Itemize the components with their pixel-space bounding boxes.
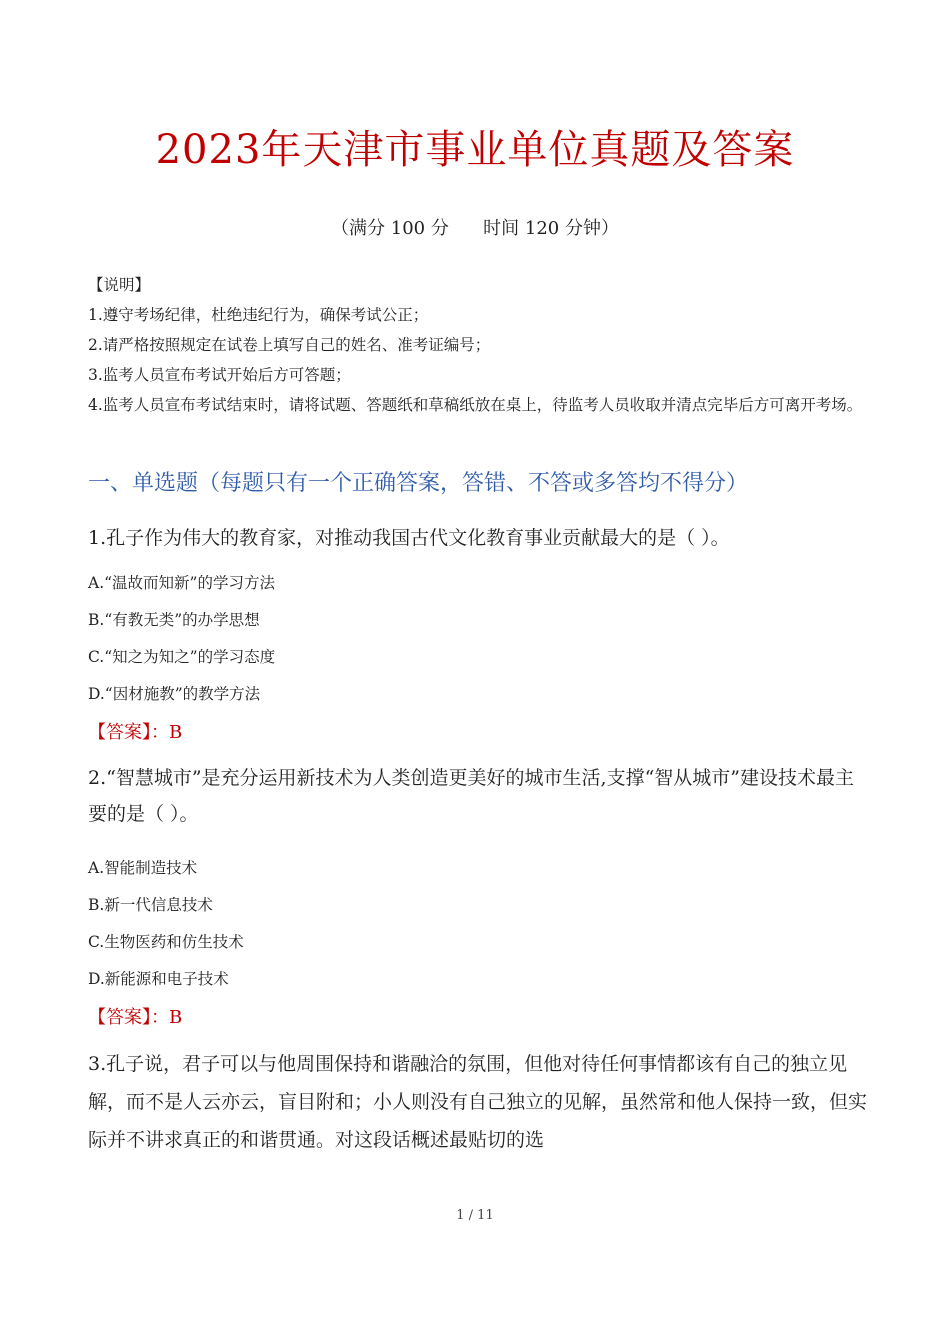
question-option: A.智能制造技术	[88, 859, 198, 877]
question-option: C.“知之为知之”的学习态度	[88, 648, 276, 666]
page-number: 1 / 11	[456, 1208, 494, 1223]
instruction-item: 2.请严格按照规定在试卷上填写自己的姓名、准考证编号；	[88, 336, 491, 354]
question-option: B.“有教无类”的办学思想	[88, 611, 260, 629]
instructions	[88, 270, 868, 420]
question-stem: 1.孔子作为伟大的教育家，对推动我国古代文化教育事业贡献最大的是（ ）。	[88, 527, 730, 549]
answer-label: 【答案】：B	[88, 722, 183, 743]
instruction-item: 1.遵守考场纪律，杜绝违纪行为，确保考试公正；	[88, 306, 429, 324]
question-option: D.新能源和电子技术	[88, 970, 229, 988]
question-option: A.“温故而知新”的学习方法	[88, 574, 275, 592]
question-stem: 2.“智慧城市”是充分运用新技术为人类创造更美好的城市生活,支撑“智从城市”建设技术最主要的是（ ）。	[88, 767, 855, 825]
question-stem: 3.孔子说，君子可以与他周围保持和谐融洽的氛围，但他对待任何事情都该有自己的独立见解，而不是人云亦云，盲目附和；小人则没有自己独立的见解，虽然常和他人保持一致，但实际并不讲求真正的和谐贯通。对这段话概述最贴切的选	[88, 1053, 868, 1151]
answer-label: 【答案】：B	[88, 1007, 183, 1028]
section-heading: 一、单选题（每题只有一个正确答案，答错、不答或多答均不得分）	[88, 471, 749, 496]
document-title: 2023年天津市事业单位真题及答案	[155, 127, 795, 173]
question-option: C.生物医药和仿生技术	[88, 933, 244, 951]
question-option: B.新一代信息技术	[88, 896, 213, 914]
document-subtitle: （满分 100 分 时间 120 分钟）	[331, 218, 619, 239]
instruction-item: 4.监考人员宣布考试结束时，请将试题、答题纸和草稿纸放在桌上，待监考人员收取并清点完毕后方可离开考场。	[88, 396, 863, 414]
instructions-heading: 【说明】	[88, 276, 151, 294]
question-option: D.“因材施教”的教学方法	[88, 685, 261, 703]
instruction-item: 3.监考人员宣布考试开始后方可答题；	[88, 366, 351, 384]
